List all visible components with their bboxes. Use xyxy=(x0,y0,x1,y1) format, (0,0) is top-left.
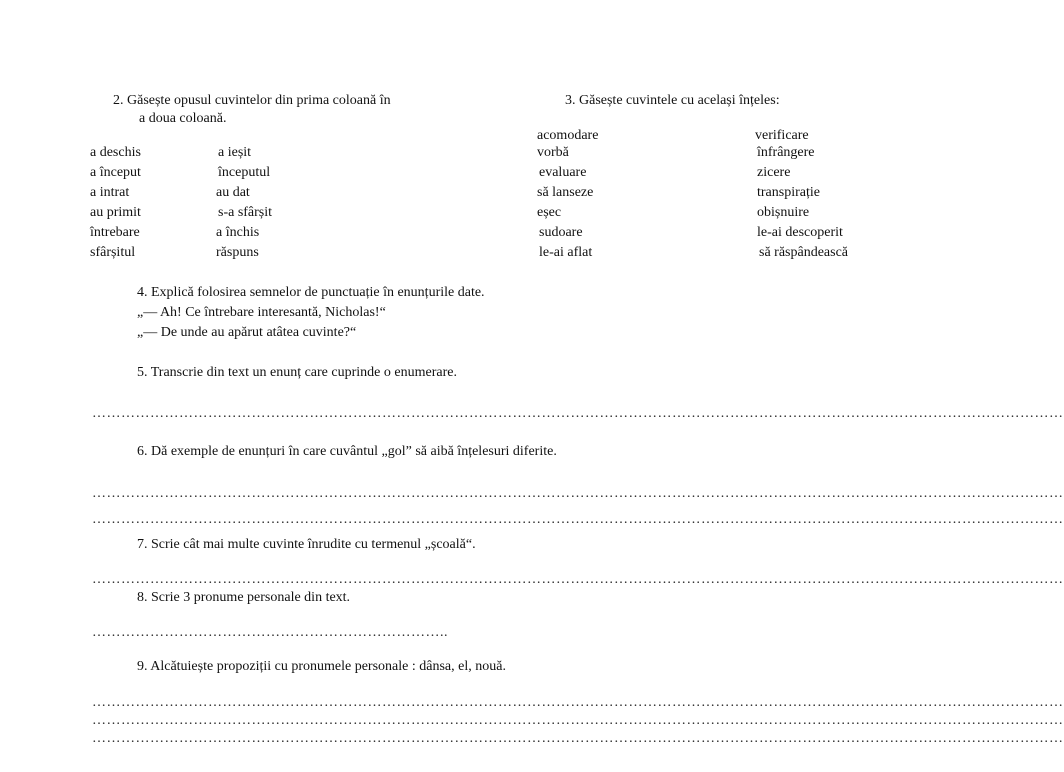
ex2-col2-word: începutul xyxy=(218,165,271,180)
answer-line[interactable]: ………………………………………………………………………………………………………………………………………………………………………………… xyxy=(92,572,1064,587)
ex5-title: 5. Transcrie din text un enunț care cuprinde o enumerare. xyxy=(137,365,457,380)
ex2-col1-word: a început xyxy=(90,165,141,180)
ex3-col1-word: sudoare xyxy=(539,225,583,240)
ex8-title: 8. Scrie 3 pronume personale din text. xyxy=(137,590,351,605)
ex3-col2-word: zicere xyxy=(757,165,791,180)
ex3-col1-word: să lanseze xyxy=(537,185,594,200)
ex3-col1-word: evaluare xyxy=(539,165,587,180)
ex2-col1-word: a deschis xyxy=(90,145,141,160)
ex3-col2-word: înfrângere xyxy=(757,145,815,160)
ex2-col1-word: a intrat xyxy=(90,185,130,200)
ex2-col2-word: a închis xyxy=(216,225,260,240)
ex3-col1-word: acomodare xyxy=(537,128,599,143)
ex6-title: 6. Dă exemple de enunțuri în care cuvântul „gol” să aibă înțelesuri diferite. xyxy=(137,444,557,459)
answer-line[interactable]: ………………………………………………………………………………………………………………………………………………………………………………… xyxy=(92,713,1064,728)
ex3-title: 3. Găsește cuvintele cu același înțeles: xyxy=(565,93,780,108)
answer-line[interactable]: ………………………………………………………………………………………………………………………………………………………………………………… xyxy=(92,406,1064,421)
ex2-col1-word: sfârșitul xyxy=(90,245,136,260)
ex9-title: 9. Alcătuiește propoziții cu pronumele personale : dânsa, el, nouă. xyxy=(137,659,506,674)
answer-line[interactable]: ………………………………………………………………………………………………………………………………………………………………………………… xyxy=(92,486,1064,501)
ex2-col1-word: întrebare xyxy=(90,225,140,240)
ex2-title-line1: 2. Găsește opusul cuvintelor din prima coloană în xyxy=(113,93,391,108)
ex2-col2-word: au dat xyxy=(216,185,250,200)
ex3-col2-word: obișnuire xyxy=(757,205,810,220)
ex3-col2-word: să răspândească xyxy=(759,245,849,260)
ex3-col1-word: vorbă xyxy=(537,145,569,160)
ex4-title: 4. Explică folosirea semnelor de punctuație în enunțurile date. xyxy=(137,285,485,300)
answer-line[interactable]: ………………………………………………………………………………………………………………………………………………………………………………… xyxy=(92,695,1064,710)
ex3-col2-word: verificare xyxy=(755,128,809,143)
ex3-col1-word: eșec xyxy=(537,205,562,220)
answer-line[interactable]: ………………………………………………………………………………………………………………………………………………………………………………… xyxy=(92,512,1064,527)
ex3-col2-word: le-ai descoperit xyxy=(757,225,843,240)
ex2-col2-word: a ieșit xyxy=(218,145,252,160)
ex2-col2-word: s-a sfârșit xyxy=(218,205,273,220)
ex3-col2-word: transpirație xyxy=(757,185,820,200)
ex4-quote-1: „— Ah! Ce întrebare interesantă, Nicholas!“ xyxy=(137,305,386,320)
ex7-title: 7. Scrie cât mai multe cuvinte înrudite cu termenul „școală“. xyxy=(137,537,476,552)
answer-line[interactable]: ………………………………………………………………………………………………………………………………………………………………………………… xyxy=(92,731,1064,746)
ex3-col1-word: le-ai aflat xyxy=(539,245,593,260)
answer-line[interactable]: ……………………………………………………………….. xyxy=(92,625,448,640)
ex2-col1-word: au primit xyxy=(90,205,141,220)
ex2-col2-word: răspuns xyxy=(216,245,259,260)
ex4-quote-2: „— De unde au apărut atâtea cuvinte?“ xyxy=(137,325,357,340)
ex2-title-line2: a doua coloană. xyxy=(139,111,227,126)
